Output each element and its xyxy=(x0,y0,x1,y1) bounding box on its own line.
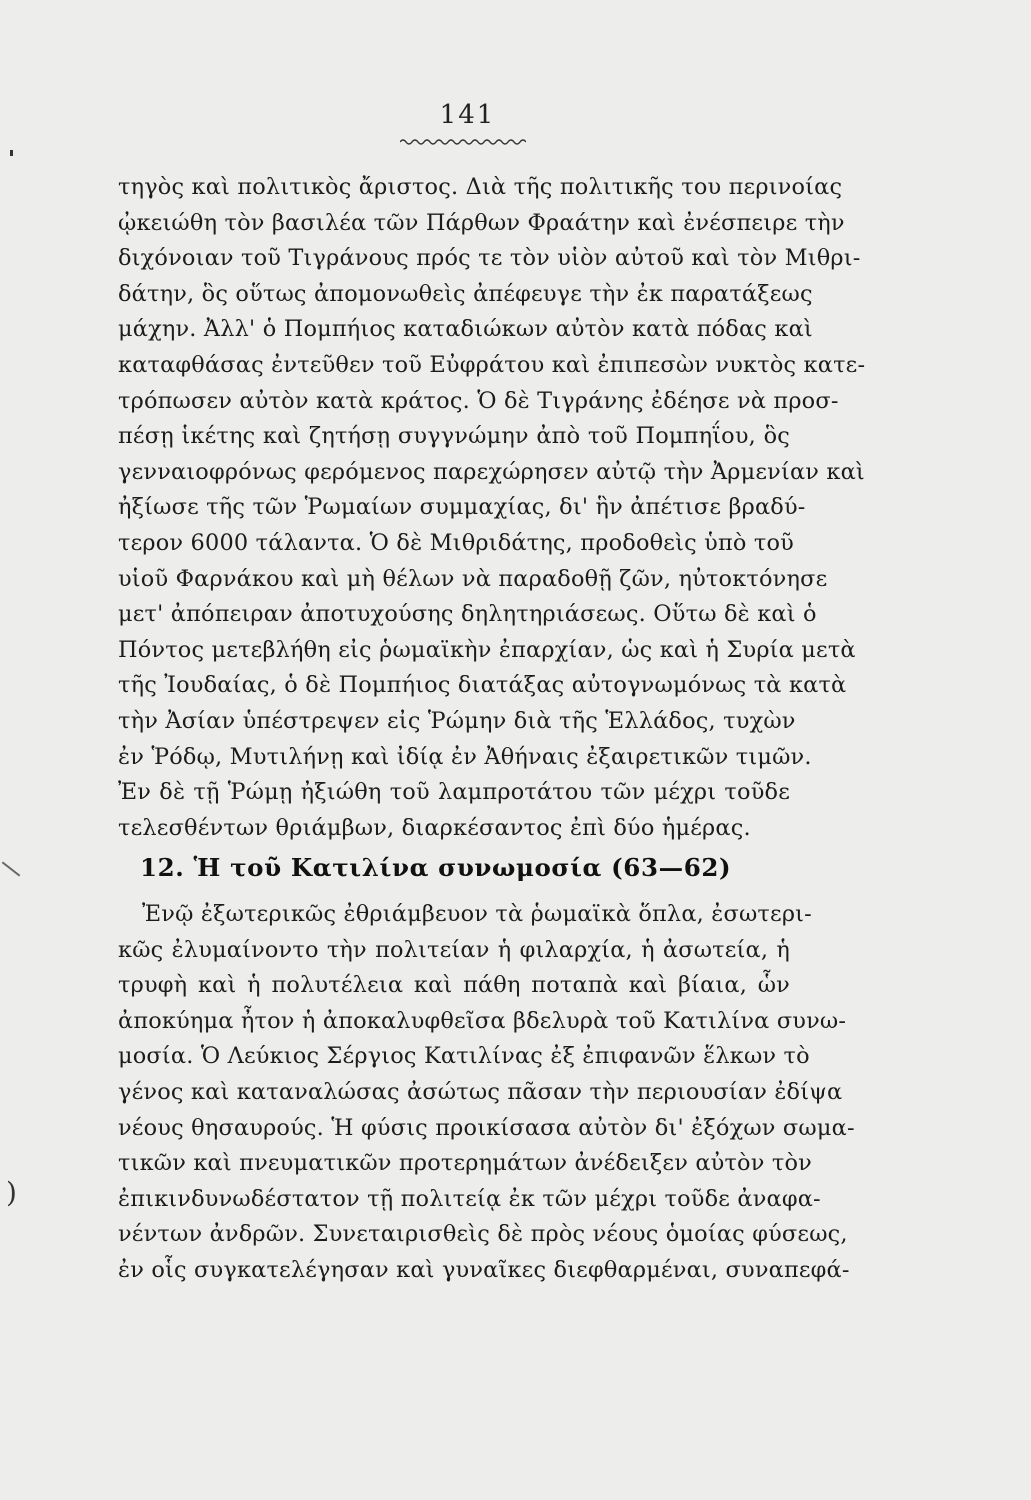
text-line: δάτην, ὃς οὕτως ἀπομονωθεὶς ἀπέφευγε τὴν ἐκ παρατάξεως xyxy=(118,280,813,307)
text-line: τελεσθέντων θριάμβων, διαρκέσαντος ἐπὶ δύο ἡμέρας. xyxy=(118,814,751,841)
text-line: τερον 6000 τάλαντα. Ὁ δὲ Μιθριδάτης, προδοθεὶς ὑπὸ τοῦ xyxy=(118,529,794,556)
text-line: νέντων ἀνδρῶν. Συνεταιρισθεὶς δὲ πρὸς νέους ὁμοίας φύσεως, xyxy=(118,1221,848,1248)
text-line: ἐπικινδυνωδέστατον τῇ πολιτείᾳ ἐκ τῶν μέχρι τοῦδε ἀναφα- xyxy=(118,1185,821,1212)
text-line: νέους θησαυρούς. Ἡ φύσις προικίσασα αὐτὸν δι' ἐξόχων σωμα- xyxy=(118,1114,855,1141)
text-line: γένος καὶ καταναλώσας ἀσώτως πᾶσαν τὴν περιουσίαν ἐδίψα xyxy=(118,1078,843,1105)
text-line: Ἐνῷ ἐξωτερικῶς ἐθριάμβευον τὰ ῥωμαϊκὰ ὅπλα, ἐσωτερι- xyxy=(142,901,812,927)
text-line: υἱοῦ Φαρνάκου καὶ μὴ θέλων νὰ παραδοθῇ ζῶν, ηὐτοκτόνησε xyxy=(118,565,828,592)
page-number: 141 xyxy=(439,100,496,130)
text-line: τῆς Ἰουδαίας, ὁ δὲ Πομπήιος διατάξας αὐτογνωμόνως τὰ κατὰ xyxy=(118,672,847,699)
text-line: ἠξίωσε τῆς τῶν Ῥωμαίων συμμαχίας, δι' ἣν ἀπέτισε βραδύ- xyxy=(118,494,806,521)
text-line: μετ' ἀπόπειραν ἀποτυχούσης δηλητηριάσεως. Οὕτω δὲ καὶ ὁ xyxy=(118,601,817,628)
text-line: τρόπωσεν αὐτὸν κατὰ κράτος. Ὁ δὲ Τιγράνης ἐδέησε νὰ προσ- xyxy=(118,387,839,414)
section-heading: 12. Ἡ τοῦ Κατιλίνα συνωμοσία (63—62) xyxy=(140,853,732,882)
text-line: μοσία. Ὁ Λεύκιος Σέργιος Κατιλίνας ἐξ ἐπιφανῶν ἕλκων τὸ xyxy=(118,1043,810,1070)
text-line: ᾠκειώθη τὸν βασιλέα τῶν Πάρθων Φραάτην καὶ ἐνέσπειρε τὴν xyxy=(118,209,845,236)
text-line: καταφθάσας ἐντεῦθεν τοῦ Εὐφράτου καὶ ἐπιπεσὼν νυκτὸς κατε- xyxy=(118,351,866,378)
text-line: πέσῃ ἱκέτης καὶ ζητήσῃ συγγνώμην ἀπὸ τοῦ Πομπηΐου, ὃς xyxy=(118,423,790,450)
margin-speck xyxy=(10,150,13,156)
text-line: Ἐν δὲ τῇ Ῥώμῃ ἠξιώθη τοῦ λαμπροτάτου τῶν μέχρι τοῦδε xyxy=(118,779,790,806)
margin-mark xyxy=(2,861,21,876)
text-line: τρυφὴ καὶ ἡ πολυτέλεια καὶ πάθη ποταπὰ καὶ βίαια, ὧν xyxy=(118,972,790,999)
text-line: τηγὸς καὶ πολιτικὸς ἄριστος. Διὰ τῆς πολιτικῆς του περινοίας xyxy=(118,174,843,200)
text-line: τικῶν καὶ πνευματικῶν προτερημάτων ἀνέδειξεν αὐτὸν τὸν xyxy=(118,1150,812,1177)
text-line: κῶς ἐλυμαίνοντο τὴν πολιτείαν ἡ φιλαρχία, ἡ ἀσωτεία, ἡ xyxy=(118,936,790,963)
paragraph-catiline xyxy=(118,897,855,1289)
paragraph-continued xyxy=(118,170,866,846)
text-line: ἐν οἷς συγκατελέγησαν καὶ γυναῖκες διεφθαρμέναι, συναπεφά- xyxy=(118,1256,850,1283)
text-line: Πόντος μετεβλήθη εἰς ῥωμαϊκὴν ἐπαρχίαν, ὡς καὶ ἡ Συρία μετὰ xyxy=(118,636,856,663)
text-line: ἐν Ῥόδῳ, Μυτιλήνῃ καὶ ἰδίᾳ ἐν Ἀθήναις ἐξαιρετικῶν τιμῶν. xyxy=(118,743,812,770)
text-line: γενναιοφρόνως φερόμενος παρεχώρησεν αὐτῷ τὴν Ἀρμενίαν καὶ xyxy=(118,458,865,485)
text-line: μάχην. Ἀλλ' ὁ Πομπήιος καταδιώκων αὐτὸν κατὰ πόδας καὶ xyxy=(118,316,813,343)
margin-bracket: ) xyxy=(6,1176,17,1209)
text-line: τὴν Ἀσίαν ὑπέστρεψεν εἰς Ῥώμην διὰ τῆς Ἑλλάδος, τυχὼν xyxy=(118,707,796,734)
text-line: διχόνοιαν τοῦ Τιγράνους πρός τε τὸν υἱὸν αὐτοῦ καὶ τὸν Μιθρι- xyxy=(118,245,861,272)
wavy-rule-ornament xyxy=(400,138,526,146)
text-line: ἀποκύημα ἦτον ἡ ἀποκαλυφθεῖσα βδελυρὰ τοῦ Κατιλίνα συνω- xyxy=(118,1007,847,1034)
